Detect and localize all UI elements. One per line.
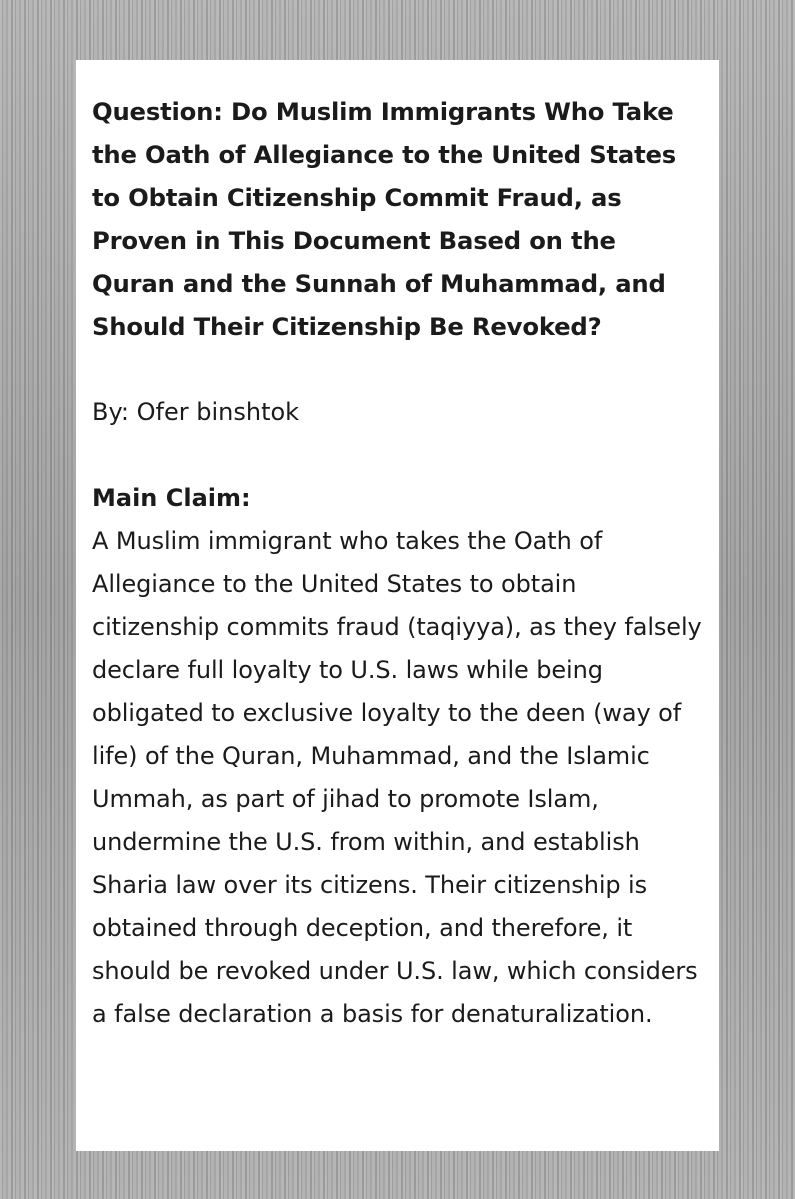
author-byline: By: Ofer binshtok: [92, 398, 300, 426]
main-claim-heading: Main Claim:: [92, 484, 251, 512]
document-card: [76, 60, 719, 1151]
document-title: Question: Do Muslim Immigrants Who Take the Oath of Allegiance to the United States to Obtain Citizenship Commit Fraud, as Proven in This Document Based on the Quran and the Sunnah of Muhammad, and Should Their Citizenship Be Revoked?: [92, 97, 677, 341]
main-claim-body: A Muslim immigrant who takes the Oath of Allegiance to the United States to obtain citizenship commits fraud (taqiyya), as they falsely declare full loyalty to U.S. laws while being obligated to exclusive loyalty to the deen (way of life) of the Quran, Muhammad, and the Islamic Ummah, as part of jihad to promote Islam, undermine the U.S. from within, and establish Sharia law over its citizens. Their citizenship is obtained through deception, and therefore, it should be revoked under U.S. law, which considers a false declaration a basis for denaturalization.: [92, 527, 702, 1028]
